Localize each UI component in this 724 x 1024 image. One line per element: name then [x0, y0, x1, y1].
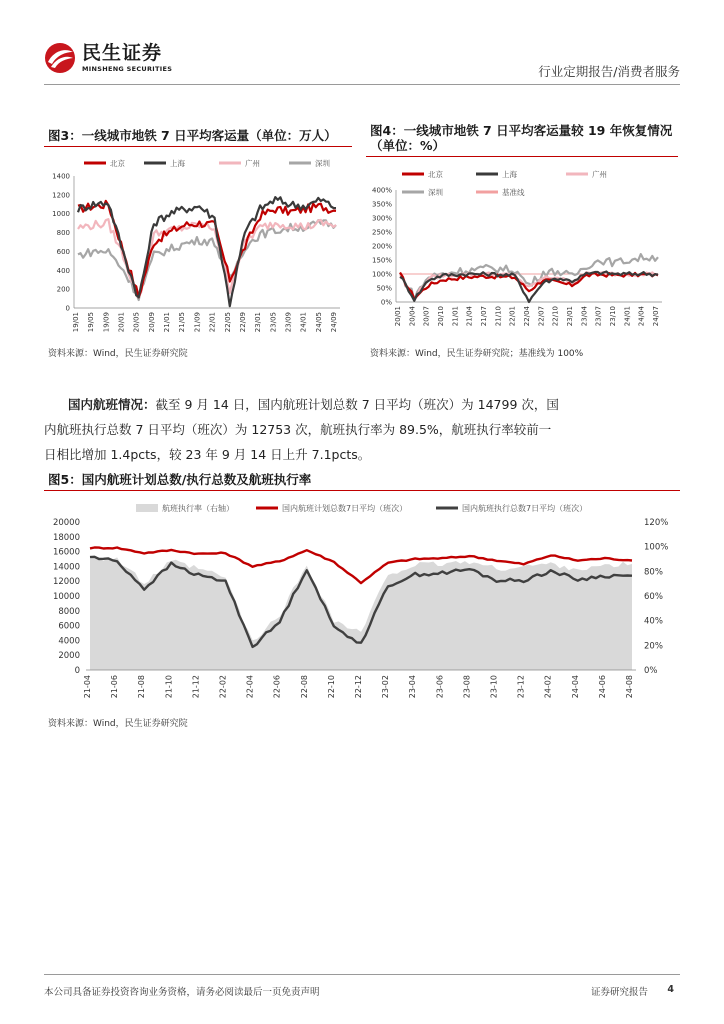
x-tick-label: 21/05: [178, 312, 187, 333]
legend-label: 北京: [428, 170, 443, 179]
x-tick-label: 23-08: [462, 675, 472, 699]
x-tick-label: 23/01: [566, 306, 574, 327]
y-tick-label: 1000: [52, 210, 70, 219]
x-tick-label: 19/05: [87, 312, 96, 333]
y2-tick-label: 80%: [644, 567, 663, 578]
x-tick-label: 22-12: [354, 675, 363, 699]
x-tick-label: 21/01: [451, 306, 460, 327]
x-tick-label: 19/09: [102, 312, 111, 333]
y-tick-label: 2000: [58, 651, 80, 662]
legend-label: 上海: [170, 159, 185, 168]
footer-disclaimer: 本公司具备证券投资咨询业务资格，请务必阅读最后一页免责声明: [44, 987, 320, 998]
x-tick-label: 20/07: [422, 306, 431, 327]
series-line-0: [78, 201, 336, 298]
paragraph-line1: [44, 392, 676, 417]
x-tick-label: 22/01: [508, 306, 517, 327]
legend-label: 国内航班执行总数7日平均（班次）: [462, 504, 588, 513]
x-tick-label: 20/04: [408, 306, 417, 327]
fig4-title-line2: （单位：%）: [370, 138, 446, 153]
legend-swatch: [136, 504, 158, 512]
footer-divider: [44, 974, 680, 975]
x-tick-label: 22-08: [299, 675, 309, 699]
legend-label: 深圳: [315, 159, 330, 168]
y-tick-label: 600: [56, 247, 70, 256]
y-tick-label: 800: [56, 229, 70, 238]
x-tick-label: 23-02: [381, 675, 391, 699]
x-tick-label: 23/10: [609, 306, 617, 327]
x-tick-label: 23/04: [580, 306, 589, 327]
x-tick-label: 22/04: [523, 306, 531, 327]
x-tick-label: 19/01: [72, 312, 80, 333]
header-divider: [44, 84, 680, 85]
x-tick-label: 20/01: [394, 306, 402, 327]
fig3-source: 资料来源：Wind，民生证券研究院: [48, 349, 188, 359]
x-tick-label: 21/04: [465, 306, 474, 327]
x-tick-label: 21-06: [110, 675, 120, 699]
x-tick-label: 24-08: [625, 675, 634, 699]
x-tick-label: 22-06: [272, 675, 282, 699]
x-tick-label: 21/09: [193, 312, 202, 333]
series-area-0: [90, 557, 632, 670]
y-tick-label: 150%: [371, 256, 392, 265]
x-tick-label: 24-02: [543, 675, 553, 699]
y-tick-label: 400%: [371, 186, 392, 195]
x-tick-label: 22/09: [238, 312, 247, 333]
logo-cn: 民生证券: [82, 41, 163, 64]
paragraph-label: 国内航班情况：: [68, 397, 156, 412]
fig4-title-line1: 图4：一线城市地铁 7 日平均客运量较 19 年恢复情况: [370, 123, 673, 138]
y2-tick-label: 0%: [644, 666, 658, 676]
y-tick-label: 50%: [376, 284, 392, 293]
logo: [44, 42, 172, 74]
x-tick-label: 24/01: [623, 306, 632, 327]
x-tick-label: 20/05: [132, 312, 141, 333]
y-tick-label: 16000: [52, 547, 80, 558]
y2-tick-label: 60%: [644, 592, 663, 602]
y-tick-label: 200%: [371, 242, 392, 251]
legend-label: 国内航班计划总数7日平均（班次）: [282, 504, 408, 513]
y-tick-label: 6000: [58, 621, 80, 632]
x-tick-label: 22/01: [208, 312, 217, 333]
series-line-1: [78, 197, 336, 306]
fig4-source: 资料来源：Wind，民生证券研究院；基准线为 100%: [370, 349, 584, 359]
x-tick-label: 23/01: [254, 312, 263, 333]
y2-tick-label: 40%: [644, 616, 663, 627]
x-tick-label: 24-06: [597, 675, 607, 699]
legend-label: 航班执行率（右轴）: [162, 504, 234, 513]
fig3-title: 图3：一线城市地铁 7 日平均客运量（单位：万人）: [48, 128, 337, 143]
x-tick-label: 24/09: [330, 312, 338, 333]
x-tick-label: 21-04: [83, 675, 92, 699]
footer-report-label: 证券研究报告: [590, 987, 648, 998]
x-tick-label: 21-12: [191, 675, 201, 699]
x-tick-label: 23/05: [269, 312, 278, 333]
x-tick-label: 22/05: [223, 312, 232, 333]
y-tick-label: 1200: [52, 191, 70, 200]
paragraph-text1: 截至 9 月 14 日，国内航班计划总数 7 日平均（班次）为 14799 次，国: [155, 397, 559, 412]
fig5-title: 图5：国内航班计划总数/执行总数及航班执行率: [48, 472, 312, 487]
y-tick-label: 14000: [52, 562, 80, 573]
y-tick-label: 18000: [52, 532, 80, 543]
x-tick-label: 23-12: [516, 675, 526, 699]
fig3-divider: [44, 146, 352, 147]
x-tick-label: 21/07: [480, 306, 488, 327]
x-tick-label: 23-10: [489, 675, 499, 699]
fig5-divider: [44, 490, 680, 491]
x-tick-label: 22/10: [551, 306, 560, 327]
y2-tick-label: 20%: [644, 641, 663, 652]
x-tick-label: 23/07: [594, 306, 603, 327]
report-type: 行业定期报告/消费者服务: [538, 64, 680, 79]
y-tick-label: 4000: [58, 636, 80, 647]
minsheng-logo-icon: [44, 42, 76, 74]
x-tick-label: 21-08: [137, 675, 147, 699]
x-tick-label: 20/09: [147, 312, 156, 333]
x-tick-label: 24/07: [652, 306, 660, 327]
fig3-chart: [44, 150, 352, 340]
y-tick-label: 10000: [52, 592, 80, 602]
fig5-source: 资料来源：Wind，民生证券研究院: [48, 719, 188, 729]
y-tick-label: 350%: [371, 200, 392, 209]
fig5-chart: [44, 494, 680, 712]
x-tick-label: 23/09: [284, 312, 293, 333]
y-tick-label: 100%: [371, 270, 392, 279]
logo-en: MINSHENG SECURITIES: [82, 64, 173, 73]
fig4-divider: [366, 156, 678, 157]
x-tick-label: 21/10: [494, 306, 503, 327]
x-tick-label: 22-04: [245, 675, 255, 699]
paragraph-line3: 日相比增加 1.4pcts，较 23 年 9 月 14 日上升 7.1pcts。: [44, 447, 371, 462]
page-number: 4: [667, 984, 674, 995]
x-tick-label: 24/01: [299, 312, 308, 333]
y2-tick-label: 120%: [644, 518, 669, 528]
y-tick-label: 0: [65, 304, 70, 313]
x-tick-label: 20/01: [117, 312, 126, 333]
x-tick-label: 24-04: [570, 675, 580, 699]
legend-label: 上海: [502, 170, 517, 179]
x-tick-label: 22-10: [326, 675, 336, 699]
x-tick-label: 23-06: [435, 675, 445, 699]
legend-label: 北京: [110, 159, 125, 168]
y-tick-label: 400: [56, 266, 70, 275]
x-tick-label: 22/07: [537, 306, 546, 327]
x-tick-label: 21/01: [163, 312, 172, 333]
paragraph-line2: 内航班执行总数 7 日平均（班次）为 12753 次，航班执行率为 89.5%，航班执行率较前一: [44, 422, 552, 437]
y-tick-label: 0%: [380, 298, 392, 307]
y-tick-label: 1400: [52, 172, 70, 181]
y-tick-label: 20000: [52, 518, 80, 528]
y2-tick-label: 100%: [644, 542, 669, 553]
y-tick-label: 250%: [371, 228, 392, 237]
legend-label: 广州: [592, 170, 607, 179]
x-tick-label: 23-04: [408, 675, 418, 699]
legend-label: 深圳: [428, 188, 443, 197]
y-tick-label: 12000: [52, 577, 80, 588]
x-tick-label: 20/10: [437, 306, 445, 327]
legend-label: 基准线: [502, 188, 525, 197]
y-tick-label: 8000: [58, 606, 80, 617]
legend-label: 广州: [245, 159, 260, 168]
y-tick-label: 0: [74, 666, 80, 676]
x-tick-label: 24/05: [314, 312, 323, 333]
fig4-chart: [366, 160, 678, 340]
x-tick-label: 24/04: [637, 306, 646, 327]
x-tick-label: 22-02: [218, 675, 228, 699]
y-tick-label: 200: [56, 285, 70, 294]
x-tick-label: 21-10: [164, 675, 174, 699]
y-tick-label: 300%: [371, 214, 392, 223]
